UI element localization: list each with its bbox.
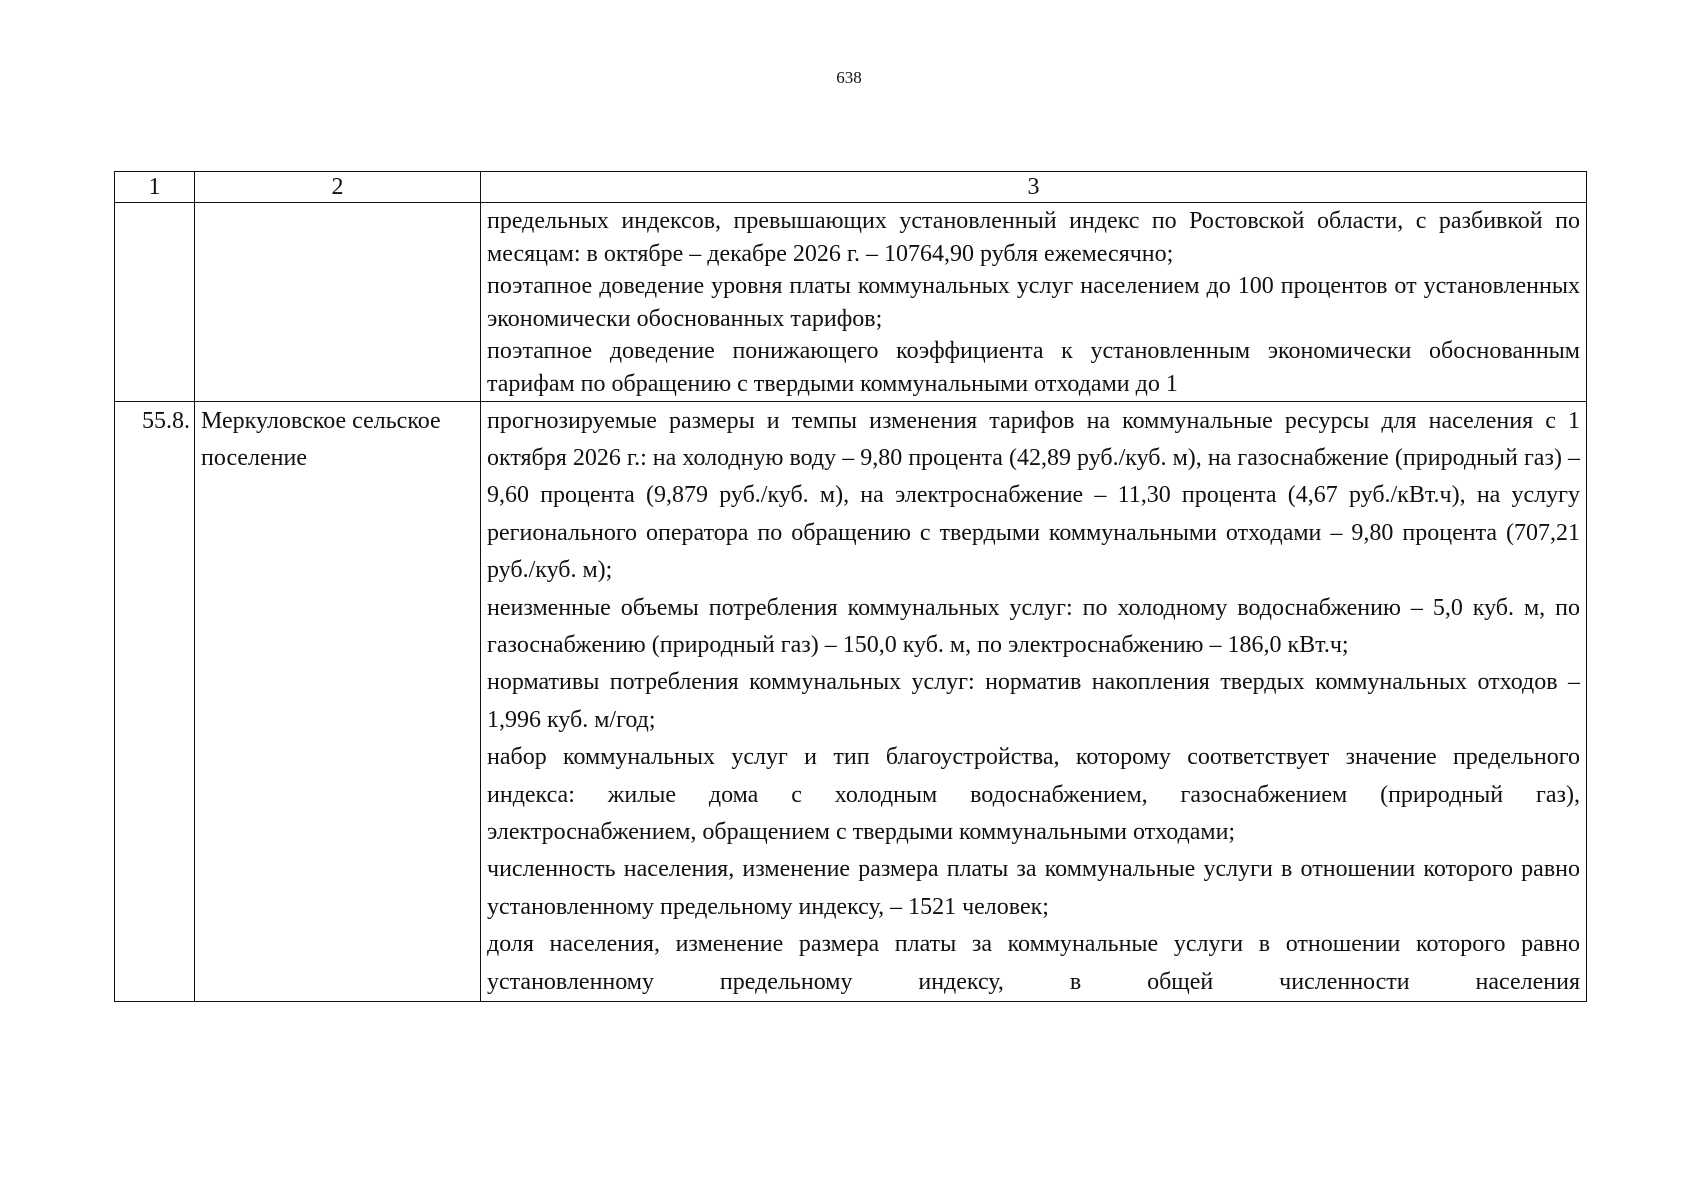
- page-number: 638: [836, 68, 862, 87]
- document-table: [114, 171, 1587, 1002]
- paragraph-consumption-norms: нормативы потребления коммунальных услуг: норматив накопления твердых коммунальных отходов – 1,996 куб. м/год;: [487, 669, 1580, 733]
- continuation-name-cell: [195, 203, 481, 402]
- paragraph-services-set: набор коммунальных услуг и тип благоустройства, которому соответствует значение предельного индекса: жилые дома с холодным водоснабжением, газоснабжением (природный газ), электроснабжением, обращением с твердыми коммунальными отходами;: [487, 744, 1580, 846]
- paragraph-tariffs: прогнозируемые размеры и темпы изменения тарифов на коммунальные ресурсы для населения с 1 октября 2026 г.: на холодную воду – 9,80 процента (42,89 руб./куб. м), на газоснабжение (природный газ) – 9,60 процента (9,879 руб./куб. м), на электроснабжение – 11,30 процента (4,67 руб./кВт.ч), на услугу регионального оператора по обращению с твердыми коммунальными отходами – 9,80 процента (707,21 руб./куб. м);: [487, 407, 1580, 584]
- table-row-55-8: [115, 401, 1587, 1002]
- header-row: [115, 172, 1587, 203]
- paragraph-indices-by-month: предельных индексов, превышающих установленный индекс по Ростовской области, с разбивкой по месяцам: в октябре – декабре 2026 г. – 10764,90 рубля ежемесячно;: [487, 208, 1580, 267]
- paragraph-consumption-volumes: неизменные объемы потребления коммунальных услуг: по холодному водоснабжению – 5,0 куб. м, по газоснабжению (природный газ) – 150,0 куб. м, по электроснабжению – 186,0 кВт.ч;: [487, 594, 1580, 658]
- paragraph-population-share: доля населения, изменение размера платы за коммунальные услуги в отношении которого равно установленному предельному индексу, в общей численности населения: [487, 931, 1580, 995]
- continuation-number-cell: [115, 203, 195, 402]
- continuation-text-cell: [481, 203, 1587, 402]
- settlement-name: Меркуловское сельское поселение: [195, 401, 481, 1002]
- row-description: [481, 401, 1587, 1002]
- paragraph-population-count: численность населения, изменение размера платы за коммунальные услуги в отношении которого равно установленному предельному индексу, – 1521 человек;: [487, 856, 1580, 920]
- paragraph-payment-level: поэтапное доведение уровня платы коммунальных услуг населением до 100 процентов от установленных экономически обоснованных тарифов;: [487, 273, 1580, 332]
- row-number: 55.8.: [115, 401, 195, 1002]
- header-col-2: 2: [195, 172, 481, 203]
- header-col-1: 1: [115, 172, 195, 203]
- header-col-3: 3: [481, 172, 1587, 203]
- paragraph-reducing-coefficient: поэтапное доведение понижающего коэффициента к установленным экономически обоснованным тарифам по обращению с твердыми коммунальными отходами до 1: [487, 338, 1580, 397]
- continuation-row: [115, 203, 1587, 402]
